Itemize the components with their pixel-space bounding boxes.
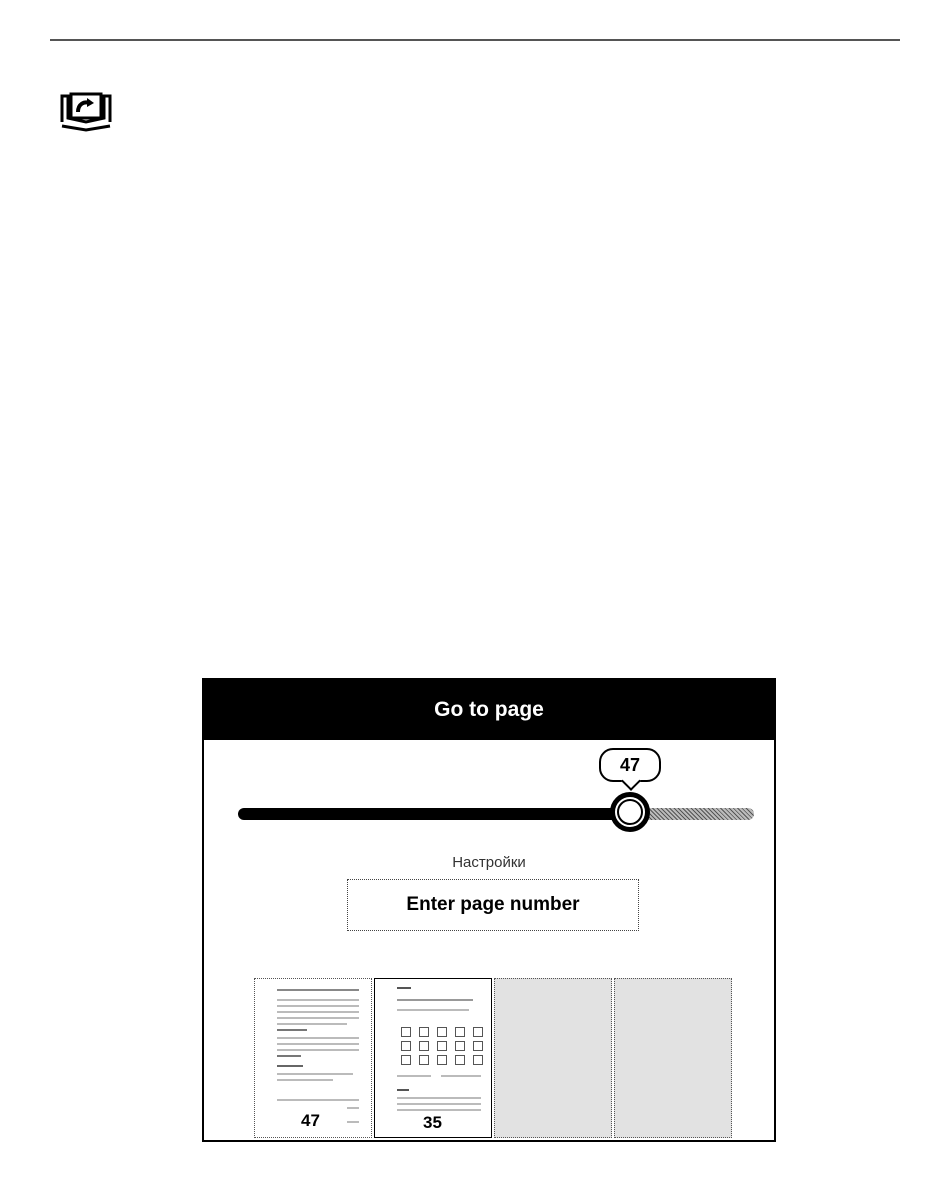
thumbnail-page[interactable] (254, 978, 372, 1138)
slider-thumb[interactable] (610, 792, 650, 832)
thumbnail-page-selected[interactable] (374, 978, 492, 1138)
slider-track-filled (238, 808, 630, 820)
page-slider[interactable] (238, 754, 754, 826)
thumbnail-empty[interactable] (494, 978, 612, 1138)
current-page-number: 47 (619, 754, 641, 775)
dialog-header (204, 680, 774, 740)
page-thumbnails (254, 978, 734, 1138)
dialog-title: Go to page (434, 698, 544, 721)
go-to-page-dialog (202, 678, 776, 1142)
enter-page-number-button[interactable] (347, 879, 639, 931)
thumbnail-page-number: 35 (423, 1113, 442, 1132)
enter-page-number-label: Enter page number (406, 894, 580, 915)
book-open-icon (60, 92, 112, 132)
top-divider (50, 39, 900, 41)
thumbnail-page-number: 47 (301, 1111, 320, 1130)
settings-label: Настройки (452, 854, 526, 871)
thumbnail-empty[interactable] (614, 978, 732, 1138)
current-page-bubble (599, 748, 661, 782)
